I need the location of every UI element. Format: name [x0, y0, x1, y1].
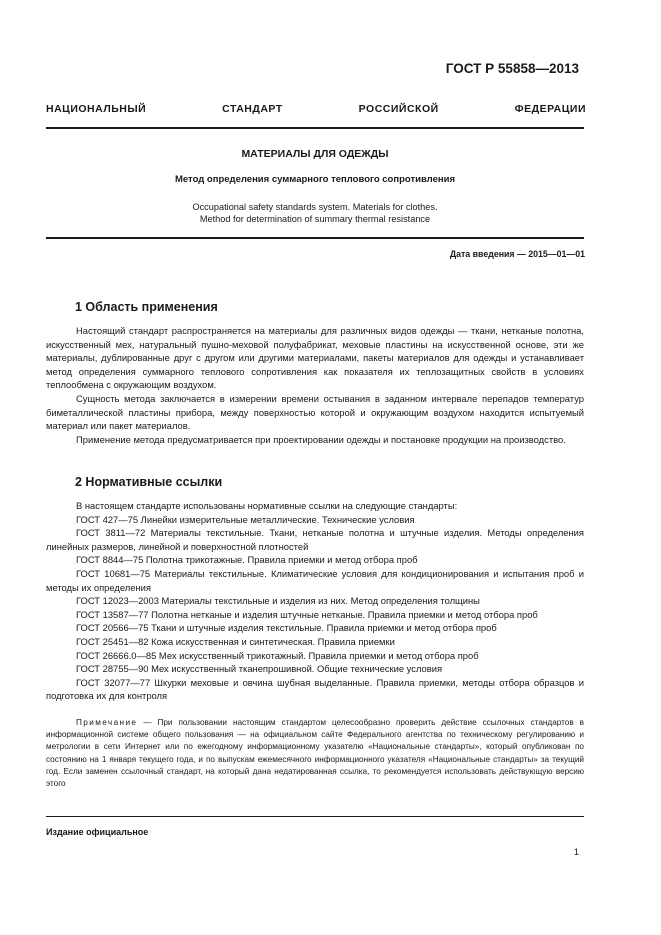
reference-item: ГОСТ 25451—82 Кожа искусственная и синтетическая. Правила приемки [76, 635, 395, 647]
document-code: ГОСТ Р 55858—2013 [445, 61, 579, 76]
section-1-paragraph: Применение метода предусматривается при проектировании одежды и постановке продукции на производство. [76, 433, 566, 445]
footer-divider [46, 816, 584, 817]
english-title [46, 201, 584, 225]
reference-item: ГОСТ 28755—90 Мех искусственный тканепрошивной. Общие технические условия [76, 663, 443, 675]
section-1-paragraph: Настоящий стандарт распространяется на материалы для различных видов одежды — ткани, нетканые полотна, искусственный мех, натуральный пушно-меховой полуфабрикат, меховые пластины на искусственной основе, эти же материалы, дублированные друг с другом или другими материалами, пакеты материалов для одежды и устанавливает метод определения суммарного теплового сопротивления как показателя их теплозащитных свойств в условиях теплообмена с окружающим воздухом. [46, 325, 584, 391]
english-title-line2: Method for determination of summary thermal resistance [199, 214, 431, 224]
top-divider [46, 127, 584, 129]
reference-item: ГОСТ 427—75 Линейки измерительные металлические. Технические условия [76, 513, 415, 525]
section-2-body [46, 499, 584, 703]
reference-item: ГОСТ 8844—75 Полотна трикотажные. Правила приемки и метод отбора проб [76, 554, 418, 566]
section-2-heading: 2 Нормативные ссылки [75, 475, 223, 489]
document-subtitle: Метод определения суммарного теплового сопротивления [174, 174, 455, 185]
reference-item: ГОСТ 32077—77 Шкурки меховые и овчина шубная выделанные. Правила приемки, методы отбора образцов и подготовка их для контроля [46, 676, 584, 702]
section-1-body [46, 324, 584, 446]
reference-item: ГОСТ 3811—72 Материалы текстильные. Ткани, нетканые полотна и штучные изделия. Методы определения линейных размеров, линейной и поверхностной плотностей [46, 527, 584, 552]
document-title: МАТЕРИАЛЫ ДЛЯ ОДЕЖДЫ [241, 148, 389, 160]
official-edition-label: Издание официальное [46, 827, 149, 837]
references-intro: В настоящем стандарте использованы нормативные ссылки на следующие стандарты: [76, 500, 458, 511]
reference-item: ГОСТ 10681—75 Материалы текстильные. Климатические условия для кондиционирования и испытания проб и методы их определения [46, 567, 584, 593]
introduction-date: Дата введения — 2015—01—01 [449, 249, 585, 259]
reference-item: ГОСТ 20566—75 Ткани и штучные изделия текстильные. Правила приемки и метод отбора проб [76, 622, 497, 634]
title-divider [46, 237, 584, 239]
note-block [46, 717, 584, 790]
note-text: — При пользовании настоящим стандартом целесообразно проверить действие ссылочных стандартов в информационной системе общего пользования — на официальном сайте Федерального агентства по техническому регулированию и метрологии в сети Интернет или по ежегодному информационному указателю «Национальные стандарты», который опубликован по состоянию на 1 января текущего года, и по выпускам ежемесячного информационного указателя «Национальные стандарты» за текущий год. Если заменен ссылочный стандарт, на который дана недатированная ссылка, то рекомендуется использовать действующую версию этого [46, 718, 584, 789]
reference-item: ГОСТ 12023—2003 Материалы текстильные и изделия из них. Метод определения толщины [76, 595, 480, 607]
section-1-paragraph: Сущность метода заключается в измерении времени остывания в заданном интервале перепадов температур биметаллической пластины прибора, между поверхностью которой и окружающим воздухом находится испытуемый материал или пакет материалов. [46, 392, 584, 432]
english-title-line1: Occupational safety standards system. Materials for clothes. [192, 202, 438, 212]
note-label: Примечание [76, 718, 138, 727]
national-standard-banner: НАЦИОНАЛЬНЫЙ СТАНДАРТ РОССИЙСКОЙ ФЕДЕРАЦИИ [46, 103, 586, 115]
section-1-heading: 1 Область применения [75, 300, 218, 314]
page-number: 1 [573, 847, 579, 858]
reference-item: ГОСТ 26666.0—85 Мех искусственный трикотажный. Правила приемки и метод отбора проб [76, 649, 479, 661]
reference-item: ГОСТ 13587—77 Полотна нетканые и изделия штучные нетканые. Правила приемки и метод отбора проб [76, 608, 538, 620]
